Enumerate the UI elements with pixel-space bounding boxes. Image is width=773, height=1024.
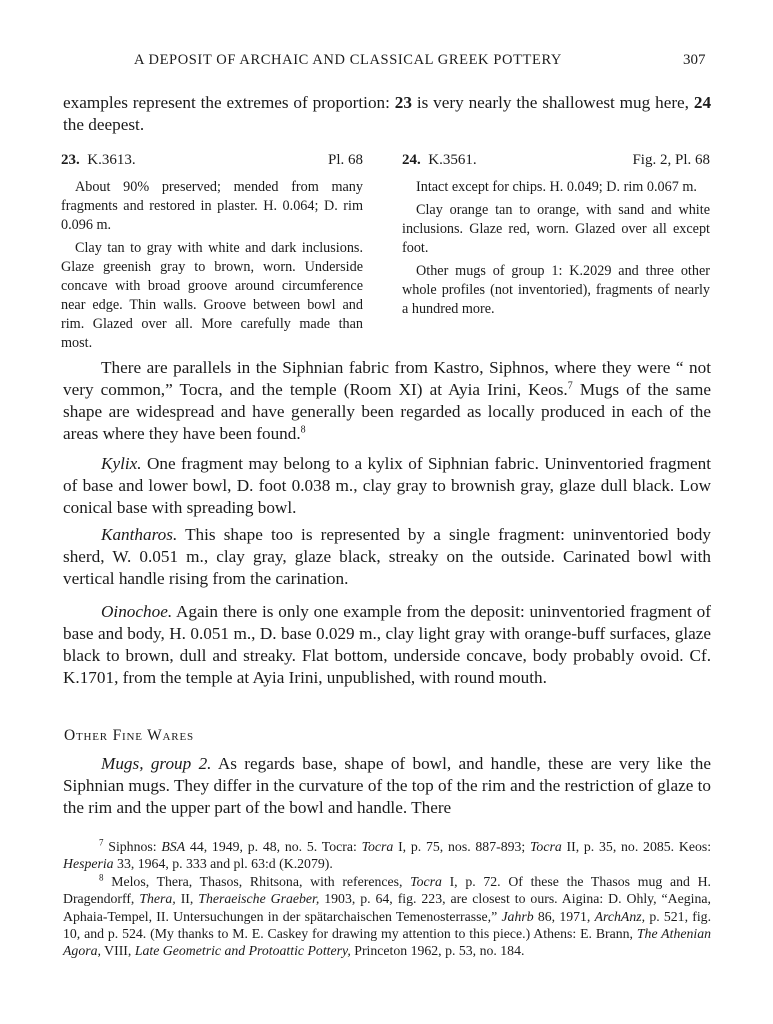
- page-number: 307: [683, 52, 706, 68]
- catalogue-description: About 90% preserved; mended from many fragments and restored in plaster. H. 0.064; D. rim 0.096 m.: [61, 179, 363, 233]
- catalogue-description: Clay tan to gray with white and dark inclusions. Glaze greenish gray to brown, worn. Underside concave with broad groove around circumference near edge. Thin walls. Groove between bowl and rim. Glazed over all. More carefully made than most.: [61, 240, 363, 351]
- plate-reference: Fig. 2, Pl. 68: [632, 152, 710, 168]
- shape-term: Kylix.: [101, 454, 142, 473]
- plate-reference: Pl. 68: [327, 152, 363, 168]
- footnote-number: 8: [99, 872, 104, 883]
- footnote-7: $^7$ Siphnos: BSA 44, 1949, p. 48, no. 5. Tocra: Tocra I, p. 75, nos. 887-893; Tocra II, p. 35, no. 2085. Keos: Hesperia 33, 1964, p. 333 and pl. 63:d (K.2079).: [63, 837, 712, 872]
- footnote-marker: 7: [567, 380, 573, 392]
- footnote-marker: 8: [300, 424, 306, 436]
- catalogue-ref: 24: [693, 93, 712, 112]
- mugs-group-2-paragraph: Mugs, group 2. As regards base, shape of bowl, and handle, these are very like the Siphnian mugs. They differ in the curvature of the top of the rim and the restriction of glaze to the rim and the upper part of the bowl and handle. There: [63, 754, 712, 817]
- shape-term: Oinochoe.: [101, 602, 173, 621]
- catalogue-description: Intact except for chips. H. 0.049; D. rim 0.067 m.: [416, 179, 697, 195]
- section-heading: Other Fine Wares: [64, 727, 194, 744]
- kylix-paragraph: Kylix. One fragment may belong to a kylix of Siphnian fabric. Uninventoried fragment of base and lower bowl, D. foot 0.038 m., clay gray to brownish gray, glaze dull black. Low conical base with spreading bowl.: [63, 454, 712, 517]
- catalogue-entry-24: [402, 151, 710, 323]
- catalogue-number: 24.: [402, 152, 421, 168]
- catalogue-description: Other mugs of group 1: K.2029 and three other whole profiles (not inventoried), fragments of nearly a hundred more.: [402, 263, 710, 317]
- catalogue-heading: [61, 151, 363, 170]
- kantharos-paragraph: Kantharos. This shape too is represented by a single fragment: uninventoried body sherd, W. 0.051 m., clay gray, glaze black, streaky on the outside. Carinated bowl with vertical handle rising from the carination.: [63, 525, 711, 588]
- oinochoe-paragraph: Oinochoe. Again there is only one example from the deposit: uninventoried fragment of base and body, H. 0.051 m., D. base 0.029 m., clay light gray with orange-buff surfaces, glaze black to brown, dull and streaky. Flat bottom, underside concave, body probably ovoid. Cf. K.1701, from the temple at Ayia Irini, unpublished, with round mouth.: [63, 602, 711, 687]
- catalogue-description: Clay orange tan to orange, with sand and white inclusions. Glaze red, worn. Glazed over all except foot.: [402, 202, 710, 256]
- shape-term: Kantharos.: [101, 525, 178, 544]
- shape-term: Mugs, group 2.: [101, 754, 212, 773]
- catalogue-ref: 23: [394, 93, 412, 112]
- catalogue-entry-23: [61, 151, 363, 357]
- inventory-number: K.3561.: [428, 152, 477, 168]
- catalogue-number: 23.: [61, 152, 80, 168]
- parallels-paragraph: There are parallels in the Siphnian fabric from Kastro, Siphnos, where they were “ not very common,” Tocra, and the temple (Room XI) at Ayia Irini, Keos.$^7$ Mugs of the same shape are widespread and have generally been regarded as locally produced in each of the areas where they have been found.$^8$: [63, 358, 711, 443]
- footnotes: [63, 838, 711, 960]
- intro-paragraph: examples represent the extremes of proportion: 23 is very nearly the shallowest mug here, 24 the deepest.: [63, 93, 712, 134]
- footnote-8: $^8$ Melos, Thera, Thasos, Rhitsona, with references, Tocra I, p. 72. Of these the Thasos mug and H. Dragendorff, Thera, II, Theraeische Graeber, 1903, p. 64, fig. 223, are closest to ours. Aigina: D. Ohly, “Aegina, Aphaia-Tempel, II. Untersuchungen in der spätarchaischen Temenosterrasse,” Jahrb 86, 1971, ArchAnz, p. 521, fig. 10, and p. 524. (My thanks to M. E. Caskey for drawing my attention to this piece.) Athens: E. Brann, The Athenian Agora, VIII, Late Geometric and Protoattic Pottery, Princeton 1962, p. 53, no. 184.: [63, 872, 712, 959]
- catalogue-heading: [402, 151, 710, 170]
- running-title: A DEPOSIT OF ARCHAIC AND CLASSICAL GREEK POTTERY: [134, 52, 563, 68]
- footnote-number: 7: [99, 837, 104, 848]
- inventory-number: K.3613.: [87, 152, 136, 168]
